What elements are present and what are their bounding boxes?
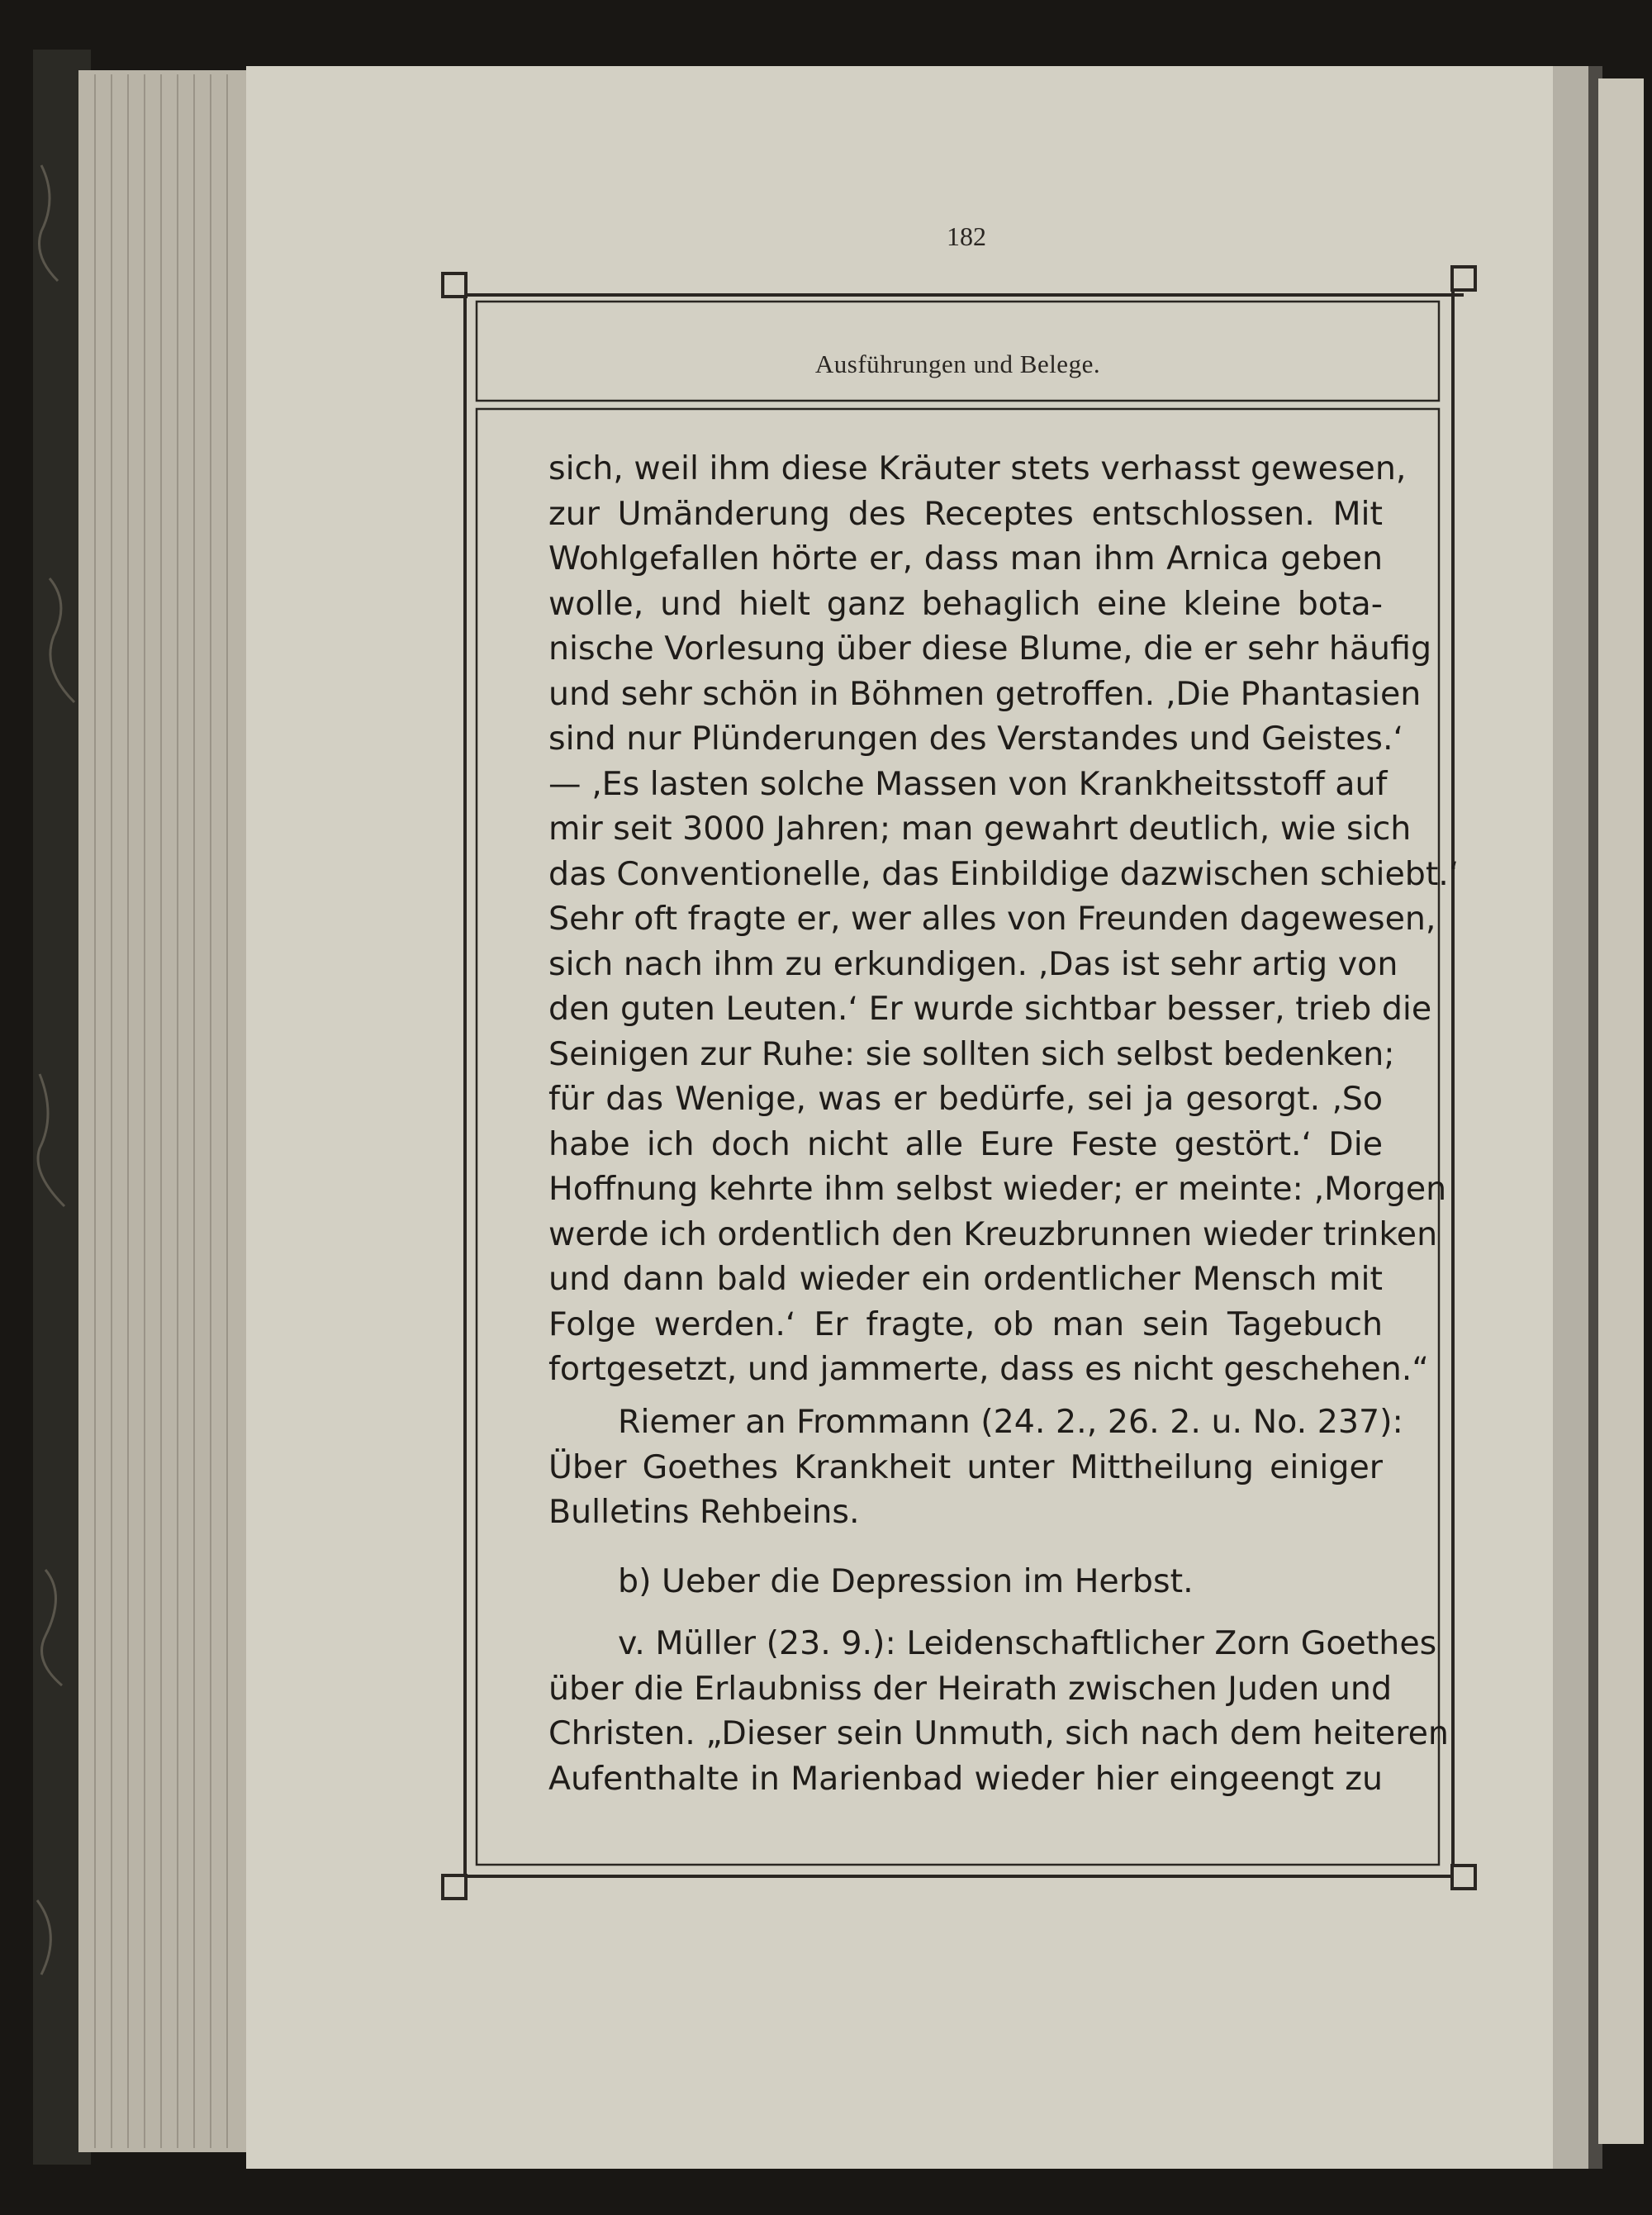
text-line: den guten Leuten.‘ Er wurde sichtbar besser, trieb die <box>548 990 1432 1028</box>
text-line: fortgesetzt, und jammerte, dass es nicht geschehen.“ <box>548 1350 1429 1388</box>
text-line: mir seit 3000 Jahren; man gewahrt deutlich, wie sich <box>548 810 1412 848</box>
text-line: zur Umänderung des Receptes entschlossen. Mit <box>548 494 1383 533</box>
text-line: wolle, und hielt ganz behaglich eine kleine bota- <box>548 584 1383 623</box>
text-line: v. Müller (23. 9.): Leidenschaftlicher Zorn Goethes <box>618 1624 1437 1662</box>
facing-page-edge <box>1598 78 1644 2144</box>
text-line: — ‚Es lasten solche Massen von Krankheitsstoff auf <box>548 764 1388 803</box>
text-line: und dann bald wieder ein ordentlicher Mensch mit <box>548 1260 1383 1298</box>
text-line: Bulletins Rehbeins. <box>548 1493 860 1531</box>
text-line: über die Erlaubniss der Heirath zwischen Juden und <box>548 1669 1393 1708</box>
text-line: Hoffnung kehrte ihm selbst wieder; er meinte: ‚Morgen <box>548 1170 1447 1208</box>
text-line: nische Vorlesung über diese Blume, die er sehr häufig <box>548 630 1432 668</box>
text-line: habe ich doch nicht alle Eure Feste gestört.‘ Die <box>548 1124 1383 1163</box>
text-line: Aufenthalte in Marienbad wieder hier eingeengt zu <box>548 1759 1383 1798</box>
text-line: sich nach ihm zu erkundigen. ‚Das ist sehr artig von <box>548 944 1398 983</box>
section-heading: b) Ueber die Depression im Herbst. <box>618 1562 1194 1600</box>
text-line: für das Wenige, was er bedürfe, sei ja gesorgt. ‚So <box>548 1080 1383 1118</box>
text-line: Seinigen zur Ruhe: sie sollten sich selbst bedenken; <box>548 1034 1395 1073</box>
text-line: Sehr oft fragte er, wer alles von Freunden dagewesen, <box>548 900 1436 938</box>
text-line: Christen. „Dieser sein Unmuth, sich nach dem heiteren <box>548 1714 1449 1752</box>
running-head: Ausführungen und Belege. <box>814 349 1101 378</box>
text-line: Über Goethes Krankheit unter Mittheilung einiger <box>548 1447 1383 1486</box>
text-line: und sehr schön in Böhmen getroffen. ‚Die Phantasien <box>548 674 1422 713</box>
text-line: Folge werden.‘ Er fragte, ob man sein Tagebuch <box>548 1305 1383 1343</box>
text-line: Riemer an Frommann (24. 2., 26. 2. u. No. 237): <box>618 1403 1403 1441</box>
text-line: Wohlgefallen hörte er, dass man ihm Arnica geben <box>548 539 1383 578</box>
page-number: 182 <box>947 221 986 251</box>
text-line: sich, weil ihm diese Kräuter stets verhasst gewesen, <box>548 449 1407 487</box>
page-stack <box>78 70 248 2152</box>
text-line: das Conventionelle, das Einbildige dazwischen schiebt.‘ <box>548 854 1460 893</box>
text-line: werde ich ordentlich den Kreuzbrunnen wieder trinken <box>548 1214 1438 1253</box>
text-line: sind nur Plünderungen des Verstandes und Geistes.‘ <box>548 720 1404 758</box>
